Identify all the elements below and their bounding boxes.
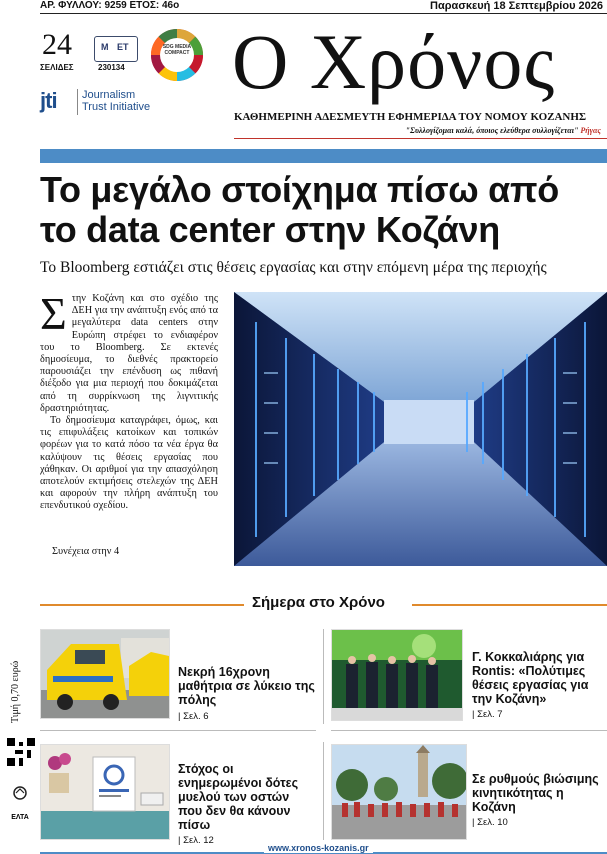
teaser-3-headline: Στόχος οι ενημερωμένοι δότες μυελού των οστών που δεν θα κάνουν πίσω xyxy=(178,762,299,832)
motto-author: Ρήγας xyxy=(580,126,601,135)
jti-line1: Journalism xyxy=(82,89,136,101)
masthead-title: Ο Χρόνος xyxy=(232,18,556,105)
teaser-rule-right xyxy=(331,730,607,731)
masthead-subtitle: ΚΑΘΗΜΕΡΙΝΗ ΑΔΕΣΜΕΥΤΗ ΕΦΗΜΕΡΙΔΑ ΤΟΥ ΝΟΜΟΥ ΚΟΖΑΝΗΣ xyxy=(234,111,587,123)
ambulance-photo xyxy=(40,629,170,719)
price-label xyxy=(8,645,26,725)
issue-date: Παρασκευή 18 Σεπτεμβρίου 2026 xyxy=(430,0,603,12)
lead-deck: Το Bloomberg εστιάζει στις θέσεις εργασίας και στην επόμενη μέρα της περιοχής xyxy=(40,259,547,276)
issue-number: ΑΡ. ΦΥΛΛΟΥ: 9259 ΕΤΟΣ: 46ο xyxy=(40,0,180,11)
teaser-1-page: | Σελ. 6 xyxy=(178,711,209,722)
teaser-4-headline: Σε ρυθμούς βιώσιμης κινητικότητας η Κοζάνη xyxy=(472,772,599,814)
met-left: M xyxy=(101,42,109,52)
website-link[interactable]: www.xronos-kozanis.gr xyxy=(264,843,373,853)
teaser-divider-top xyxy=(323,629,324,724)
qr-code-icon xyxy=(7,738,35,766)
section-rule-right xyxy=(412,604,607,606)
jti-line2: Trust Initiative xyxy=(82,101,151,113)
lead-paragraph-2: Το δημοσίευμα καταγράφει, όμως, και τις επιφυλάξεις κατοίκων και τοπικών φορέων για το κατά πόσο τα νέα έργα θα καλύψουν τις θέσεις εργασίας που χάθηκαν. Οι αριθμοί για την απασχόληση αποτελούν εκτιμήσεις στελεχών της ΔΕΗ και αφορούν την πλήρη ανάπτυξη του επενδυτικού σχεδίου. xyxy=(40,415,218,512)
pages-label: ΣΕΛΙΔΕΣ xyxy=(40,63,74,72)
lead-body xyxy=(40,288,218,513)
header-bar xyxy=(40,149,607,163)
teaser-2[interactable] xyxy=(472,650,606,720)
pages-count: 24 xyxy=(42,28,72,61)
motto-quote: "Συλλογίζομαι καλά, όποιος ελεύθερα συλλογίζεται" xyxy=(405,126,579,135)
data-center-photo xyxy=(234,292,607,566)
mobility-event-photo xyxy=(331,744,467,840)
section-rule-left xyxy=(40,604,244,606)
top-divider xyxy=(40,13,607,14)
teaser-2-page: | Σελ. 7 xyxy=(472,709,503,720)
donor-campaign-photo xyxy=(40,744,170,840)
press-event-photo xyxy=(331,629,463,721)
price-text: Τιμή 0,70 ευρώ xyxy=(10,660,21,723)
jti-logo: jti xyxy=(40,88,57,113)
teaser-1[interactable] xyxy=(178,665,316,722)
lead-headline-line1: Το μεγάλο στοίχημα πίσω από xyxy=(40,169,559,210)
teaser-3[interactable] xyxy=(178,762,316,846)
teaser-4-page: | Σελ. 10 xyxy=(472,817,508,828)
jti-label xyxy=(82,89,150,113)
lead-dropcap: Σ xyxy=(40,288,67,339)
teaser-divider-bottom xyxy=(323,742,324,840)
section-title: Σήμερα στο Χρόνο xyxy=(252,594,385,611)
teaser-rule-left xyxy=(40,730,316,731)
lead-continued: Συνέχεια στην 4 xyxy=(52,546,120,557)
motto-divider xyxy=(234,138,607,139)
met-badge xyxy=(94,36,138,62)
jti-separator xyxy=(77,89,78,115)
teaser-3-page: | Σελ. 12 xyxy=(178,835,214,846)
teaser-4[interactable] xyxy=(472,772,602,828)
met-right: ΕΤ xyxy=(117,42,129,52)
masthead-motto xyxy=(406,126,601,135)
sdg-label: SDG MEDIA COMPACT xyxy=(162,44,192,56)
lead-headline xyxy=(40,170,607,250)
elta-label: ΕΛΤΑ xyxy=(11,814,29,821)
lead-headline-line2: το data center στην Κοζάνη xyxy=(40,209,500,250)
teaser-1-headline: Νεκρή 16χρονη μαθήτρια σε λύκειο της πόλης xyxy=(178,665,315,707)
met-code: 230134 xyxy=(98,63,125,72)
teaser-2-headline: Γ. Κοκκαλιάρης για Rontis: «Πολύτιμες θέσεις εργασίας για την Κοζάνη» xyxy=(472,650,589,706)
lead-paragraph-1: την Κοζάνη και στο σχέδιο της ΔΕΗ για την ανάπτυξη ενός από τα μεγαλύτερα data centers στην Ευρώπη στρέφει το ενδιαφέρον του το Bloomberg. Σε εκτενές δημοσίευμα, το διεθνές πρακτορείο παρουσιάζει την επένδυση ως πιθανή διέξοδο για μια περιοχή που δοκιμάζεται από τη συρρίκνωση της λιγνιτικής δραστηριότητας. xyxy=(40,293,218,414)
elta-logo-icon xyxy=(8,785,32,823)
